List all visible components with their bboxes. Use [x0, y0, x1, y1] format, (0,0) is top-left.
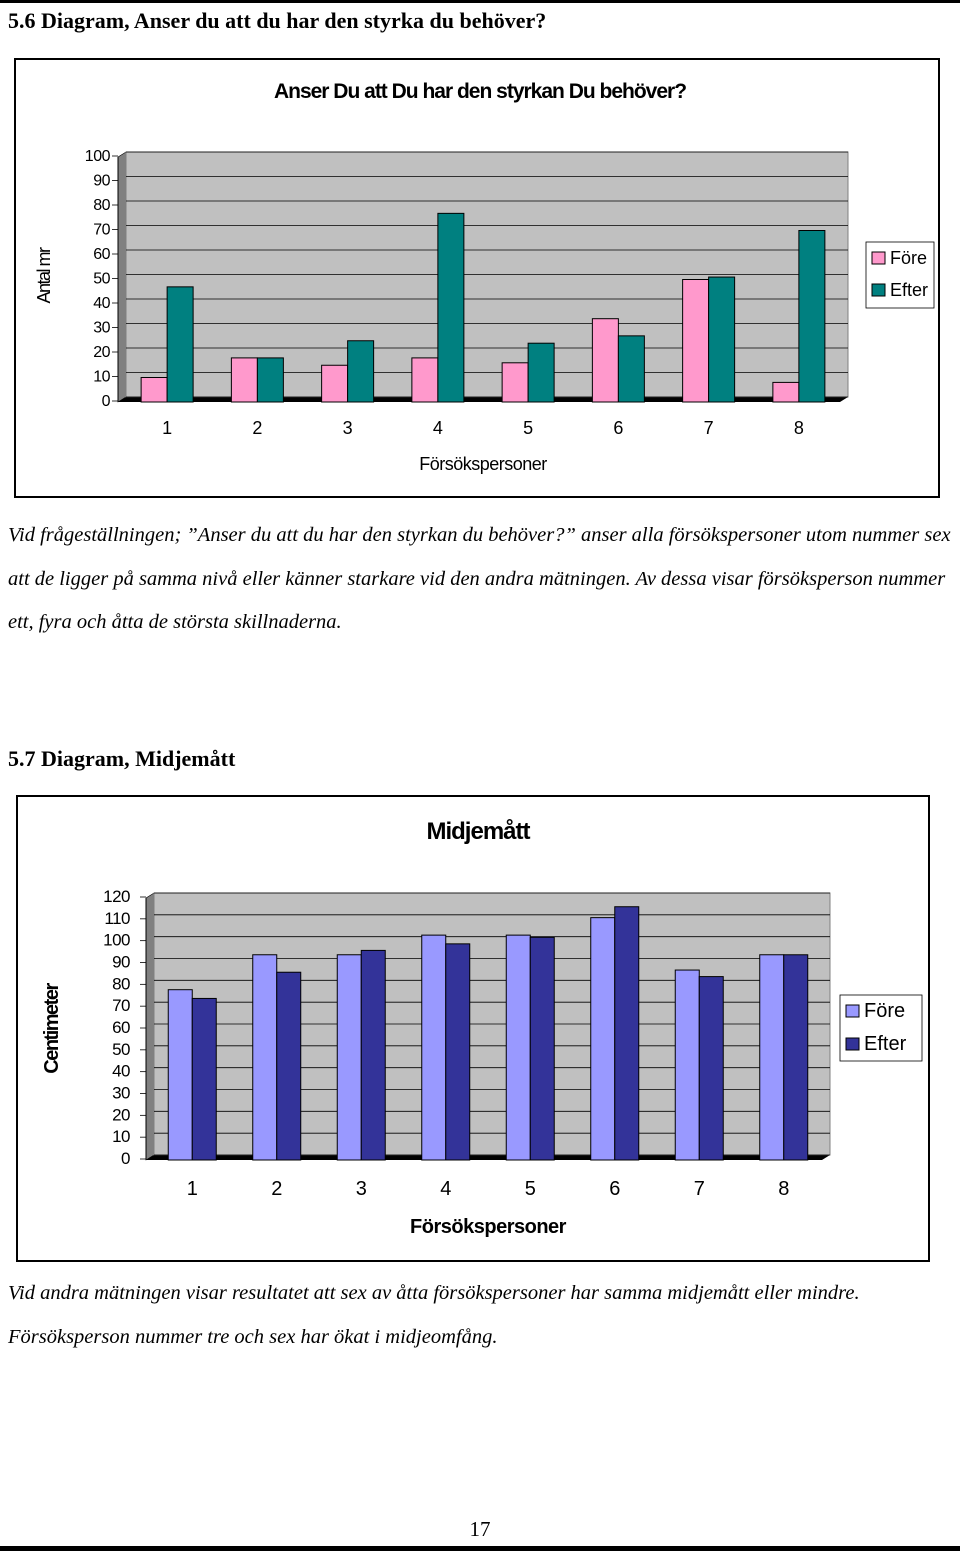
x-tick-label: 1 [162, 418, 173, 438]
bar-efter-5 [528, 343, 554, 402]
section-heading-styrka: 5.6 Diagram, Anser du att du har den styrka du behöver? [8, 8, 547, 33]
plot-floor [146, 1155, 830, 1160]
y-axis-label: Centimeter [41, 984, 63, 1074]
legend-label-efter: Efter [890, 280, 929, 300]
bar-före-1 [168, 990, 192, 1160]
y-tick-label: 60 [112, 1018, 130, 1037]
legend-swatch-före [872, 252, 885, 264]
paragraph-styrka: Vid frågeställningen; ”Anser du att du har den styrkan du behöver?” anser alla försökspersoner utom nummer sex att de ligger på samma nivå eller känner starkare vid den andra mätningen. Av dessa visar försöksperson nummer ett, fyra och åtta de största skillnaderna. [8, 524, 951, 633]
x-tick-label: 5 [523, 418, 534, 438]
y-tick-label: 40 [93, 295, 110, 312]
bar-före-5 [502, 363, 528, 402]
plot-floor [118, 397, 848, 402]
legend-label-före: Före [864, 1000, 906, 1022]
page-number: 17 [469, 1517, 491, 1541]
x-tick-label: 5 [524, 1178, 536, 1200]
bar-före-4 [422, 935, 446, 1160]
bar-efter-8 [784, 955, 808, 1160]
bar-efter-6 [615, 907, 639, 1160]
x-tick-label: 4 [432, 418, 443, 438]
bar-före-3 [322, 365, 348, 402]
y-tick-label: 30 [112, 1083, 130, 1103]
bar-efter-3 [348, 341, 374, 402]
bottom-rule [0, 1546, 960, 1551]
bar-efter-1 [167, 287, 193, 402]
y-tick-label: 0 [121, 1149, 130, 1168]
y-tick-label: 50 [112, 1039, 130, 1059]
legend-swatch-före [846, 1005, 859, 1017]
bar-efter-2 [277, 972, 301, 1160]
y-tick-label: 10 [112, 1127, 130, 1147]
bar-före-2 [231, 358, 257, 402]
bar-före-7 [675, 970, 699, 1160]
legend-swatch-efter [846, 1038, 859, 1050]
x-tick-label: 7 [693, 1178, 705, 1200]
x-axis-label: Försökspersoner [419, 454, 547, 474]
chart-title: Midjemått [426, 818, 530, 845]
x-tick-label: 3 [342, 418, 353, 438]
x-tick-label: 1 [186, 1178, 198, 1200]
y-tick-label: 60 [93, 246, 110, 263]
x-tick-label: 3 [355, 1178, 367, 1200]
y-tick-label: 20 [93, 344, 110, 361]
bar-efter-4 [446, 944, 470, 1160]
legend-label-före: Före [890, 248, 928, 268]
paragraph-midjematt: Vid andra mätningen visar resultatet att sex av åtta försökspersoner har samma midjemått eller mindre. Försöksperson nummer tre och sex har ökat i midjeomfång. [8, 1282, 860, 1348]
y-tick-label: 100 [84, 148, 110, 165]
chart-frame-styrka [14, 58, 940, 498]
y-tick-label: 40 [112, 1061, 130, 1081]
legend-swatch-efter [872, 284, 885, 296]
x-tick-label: 6 [609, 1178, 621, 1200]
bar-före-6 [591, 918, 615, 1160]
x-tick-label: 2 [271, 1178, 283, 1200]
y-tick-label: 90 [93, 172, 110, 190]
x-tick-label: 6 [613, 418, 624, 438]
bar-efter-5 [530, 937, 554, 1160]
y-tick-label: 120 [103, 887, 130, 906]
bar-före-2 [253, 955, 277, 1160]
x-tick-label: 8 [778, 1178, 790, 1200]
bar-efter-7 [699, 977, 723, 1160]
bar-efter-6 [618, 336, 644, 402]
section-heading-midjematt: 5.7 Diagram, Midjemått [8, 746, 236, 771]
chart-title: Anser Du att Du har den styrkan Du behöver? [273, 80, 687, 103]
y-tick-label: 50 [93, 270, 110, 288]
y-tick-label: 110 [104, 908, 130, 928]
chart-frame-midjematt [16, 795, 930, 1262]
bar-efter-1 [192, 998, 216, 1160]
legend-label-efter: Efter [864, 1033, 907, 1055]
x-axis-label: Försökspersoner [410, 1216, 566, 1238]
y-tick-label: 90 [112, 952, 130, 972]
y-tick-label: 10 [93, 368, 110, 386]
plot-side-wall [146, 893, 154, 1160]
y-tick-label: 20 [112, 1105, 130, 1125]
x-tick-label: 4 [440, 1178, 452, 1200]
bar-före-8 [773, 382, 799, 402]
top-rule [0, 0, 960, 3]
bar-efter-4 [438, 213, 464, 402]
bar-före-8 [760, 955, 784, 1160]
bar-efter-7 [709, 277, 735, 402]
bar-före-3 [337, 955, 361, 1160]
y-tick-label: 100 [103, 930, 130, 950]
bar-före-6 [592, 319, 618, 402]
bar-efter-8 [799, 231, 825, 403]
plot-side-wall [118, 152, 126, 402]
bar-efter-3 [361, 950, 385, 1160]
x-tick-label: 7 [703, 418, 714, 438]
bar-före-1 [141, 378, 167, 403]
y-axis-label: Antal mr [34, 248, 54, 304]
y-tick-label: 80 [93, 197, 110, 214]
bar-före-5 [506, 935, 530, 1160]
x-tick-label: 8 [793, 418, 804, 438]
y-tick-label: 0 [101, 393, 110, 410]
y-tick-label: 70 [112, 996, 130, 1016]
x-tick-label: 2 [252, 418, 263, 438]
y-tick-label: 70 [93, 221, 110, 239]
chart-midjematt [18, 797, 928, 1260]
bar-efter-2 [257, 358, 283, 402]
bar-före-4 [412, 358, 438, 402]
y-tick-label: 80 [112, 974, 130, 994]
chart-styrka [16, 60, 938, 496]
y-tick-label: 30 [93, 319, 110, 337]
bar-före-7 [683, 280, 709, 403]
